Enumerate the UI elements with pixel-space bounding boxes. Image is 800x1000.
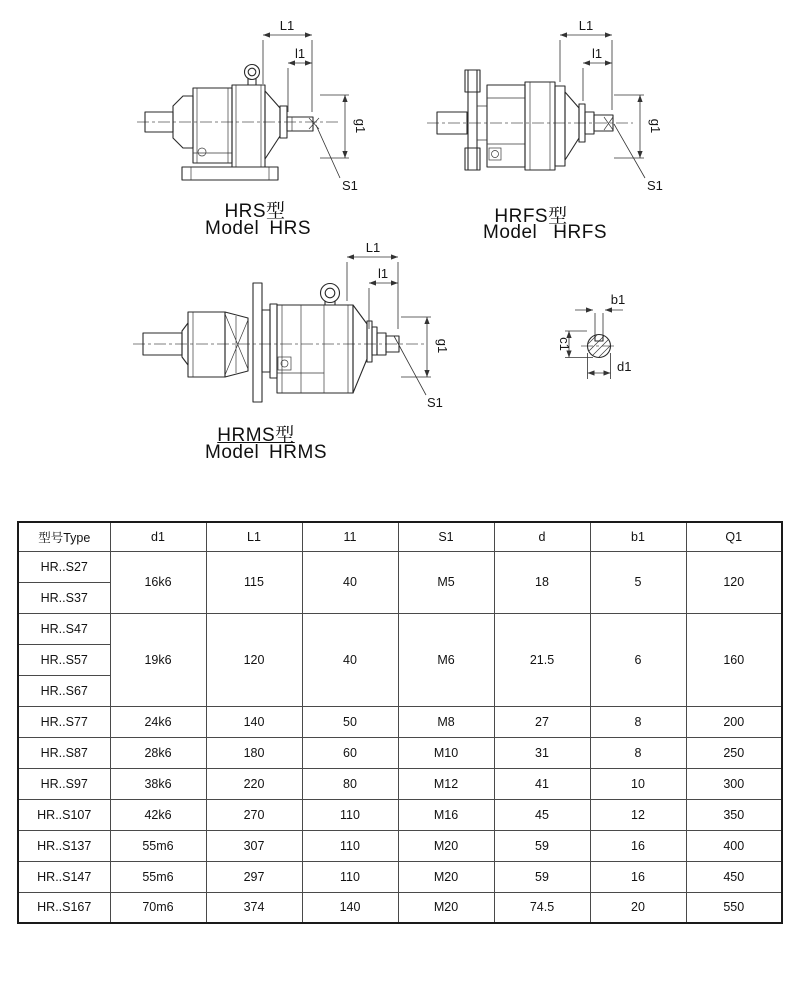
dimension-l1 (288, 46, 312, 112)
gear-housing (487, 82, 565, 170)
model-name: HRFS (553, 222, 607, 243)
svg-text:c1: c1 (557, 337, 572, 351)
value-cell: 250 (686, 737, 782, 768)
gear-housing (277, 305, 353, 393)
model-cell: HR..S37 (18, 582, 110, 613)
dimension-g1 (614, 95, 663, 158)
hrs-drawing (135, 8, 370, 200)
header-cell: 11 (302, 522, 398, 551)
value-cell: M20 (398, 892, 494, 923)
model-cell: HR..S87 (18, 737, 110, 768)
value-cell: 297 (206, 861, 302, 892)
value-cell: 8 (590, 737, 686, 768)
hrs-caption-model (205, 218, 311, 240)
svg-text:l1: l1 (294, 46, 306, 61)
value-cell: 220 (206, 768, 302, 799)
model-word: Model (483, 222, 538, 243)
header-cell: S1 (398, 522, 494, 551)
value-cell: 74.5 (494, 892, 590, 923)
table-row (18, 613, 782, 644)
value-cell: M10 (398, 737, 494, 768)
value-cell: 450 (686, 861, 782, 892)
svg-text:b1: b1 (610, 292, 626, 307)
value-cell: 20 (590, 892, 686, 923)
value-cell: 19k6 (110, 613, 206, 706)
value-cell: 8 (590, 706, 686, 737)
value-cell: 10 (590, 768, 686, 799)
table-row (18, 768, 782, 799)
svg-text:S1: S1 (342, 178, 358, 193)
model-cell: HR..S137 (18, 830, 110, 861)
dimension-L1 (560, 18, 612, 110)
dimension-table (17, 521, 783, 924)
model-name: HRMS (269, 442, 327, 463)
dimension-L1 (347, 240, 398, 329)
hrms-caption-model (205, 442, 327, 464)
value-cell: 31 (494, 737, 590, 768)
output-shaft (353, 305, 399, 393)
output-shaft (265, 91, 319, 159)
value-cell: 16 (590, 830, 686, 861)
mounting-flange (253, 283, 277, 402)
svg-text:l1: l1 (377, 266, 389, 281)
value-cell: 160 (686, 613, 782, 706)
value-cell: 55m6 (110, 830, 206, 861)
table-row (18, 737, 782, 768)
value-cell: 59 (494, 830, 590, 861)
value-cell: 40 (302, 613, 398, 706)
value-cell: 350 (686, 799, 782, 830)
table-row (18, 861, 782, 892)
model-cell: HR..S167 (18, 892, 110, 923)
dimension-S1 (316, 125, 358, 193)
value-cell: 400 (686, 830, 782, 861)
value-cell: 59 (494, 861, 590, 892)
keyway (595, 313, 603, 341)
value-cell: M20 (398, 861, 494, 892)
value-cell: 550 (686, 892, 782, 923)
model-cell: HR..S47 (18, 613, 110, 644)
plug-icon (489, 148, 501, 160)
dimension-l1 (583, 46, 612, 101)
value-cell: 41 (494, 768, 590, 799)
model-cell: HR..S97 (18, 768, 110, 799)
value-cell: 115 (206, 551, 302, 613)
plug-icon (278, 357, 291, 370)
svg-text:L1: L1 (578, 18, 594, 33)
value-cell: 140 (302, 892, 398, 923)
dimension-l1 (369, 266, 398, 329)
table-row (18, 706, 782, 737)
model-cell: HR..S27 (18, 551, 110, 582)
svg-text:S1: S1 (427, 395, 443, 410)
value-cell: 5 (590, 551, 686, 613)
value-cell: 110 (302, 799, 398, 830)
value-cell: 120 (206, 613, 302, 706)
table-row (18, 799, 782, 830)
svg-text:S1: S1 (647, 178, 663, 193)
model-cell: HR..S67 (18, 675, 110, 706)
header-cell: d1 (110, 522, 206, 551)
value-cell: 16k6 (110, 551, 206, 613)
dimension-g1 (320, 95, 368, 158)
lifting-eye-icon (321, 284, 340, 306)
header-cell: L1 (206, 522, 302, 551)
svg-text:l1: l1 (591, 46, 603, 61)
hrfs-drawing (425, 8, 670, 200)
model-word: Model (205, 442, 260, 463)
hrms-drawing (130, 238, 450, 430)
table-row (18, 830, 782, 861)
svg-text:d1: d1 (617, 359, 632, 374)
dimension-L1 (263, 18, 312, 112)
svg-text:g1: g1 (435, 338, 450, 354)
hrms-caption-cn: HRMS型 (217, 425, 295, 446)
value-cell: 42k6 (110, 799, 206, 830)
value-cell: 18 (494, 551, 590, 613)
value-cell: 307 (206, 830, 302, 861)
svg-text:L1: L1 (279, 18, 295, 33)
value-cell: 300 (686, 768, 782, 799)
value-cell: 45 (494, 799, 590, 830)
value-cell: 200 (686, 706, 782, 737)
gear-housing (193, 85, 265, 167)
mounting-flange (465, 70, 487, 170)
value-cell: 16 (590, 861, 686, 892)
value-cell: 12 (590, 799, 686, 830)
value-cell: 270 (206, 799, 302, 830)
value-cell: 120 (686, 551, 782, 613)
header-cell: Q1 (686, 522, 782, 551)
value-cell: 60 (302, 737, 398, 768)
value-cell: 55m6 (110, 861, 206, 892)
dimension-S1 (614, 124, 663, 193)
model-name: HRS (269, 218, 311, 239)
value-cell: 38k6 (110, 768, 206, 799)
svg-text:L1: L1 (365, 240, 381, 255)
header-cell: 型号Type (18, 522, 110, 551)
hrfs-caption-cn: HRFS型 (494, 206, 568, 227)
value-cell: M12 (398, 768, 494, 799)
lifting-eye-icon (245, 65, 260, 86)
value-cell: 24k6 (110, 706, 206, 737)
plug-icon (198, 148, 206, 156)
value-cell: M5 (398, 551, 494, 613)
output-shaft (565, 92, 613, 160)
value-cell: 50 (302, 706, 398, 737)
value-cell: 6 (590, 613, 686, 706)
value-cell: M16 (398, 799, 494, 830)
input-housing (188, 312, 225, 377)
model-cell: HR..S147 (18, 861, 110, 892)
value-cell: 40 (302, 551, 398, 613)
value-cell: 110 (302, 830, 398, 861)
value-cell: 28k6 (110, 737, 206, 768)
model-cell: HR..S57 (18, 644, 110, 675)
model-word: Model (205, 218, 260, 239)
header-cell: d (494, 522, 590, 551)
dimension-b1 (575, 292, 625, 310)
model-cell: HR..S107 (18, 799, 110, 830)
value-cell: 21.5 (494, 613, 590, 706)
value-cell: 110 (302, 861, 398, 892)
dimension-g1 (401, 317, 450, 377)
model-cell: HR..S77 (18, 706, 110, 737)
svg-text:g1: g1 (648, 118, 663, 134)
table-row (18, 892, 782, 923)
header-cell: b1 (590, 522, 686, 551)
value-cell: M20 (398, 830, 494, 861)
value-cell: 70m6 (110, 892, 206, 923)
adapter-cone (225, 312, 248, 377)
value-cell: 80 (302, 768, 398, 799)
table-row (18, 551, 782, 582)
svg-text:g1: g1 (353, 118, 368, 134)
value-cell: M6 (398, 613, 494, 706)
hrs-caption-cn: HRS型 (224, 201, 286, 222)
header-row (18, 522, 782, 551)
mounting-foot (182, 167, 278, 180)
hrfs-caption-model (483, 222, 607, 244)
value-cell: M8 (398, 706, 494, 737)
value-cell: 180 (206, 737, 302, 768)
value-cell: 140 (206, 706, 302, 737)
value-cell: 374 (206, 892, 302, 923)
value-cell: 27 (494, 706, 590, 737)
shaft-section-drawing (545, 283, 705, 395)
